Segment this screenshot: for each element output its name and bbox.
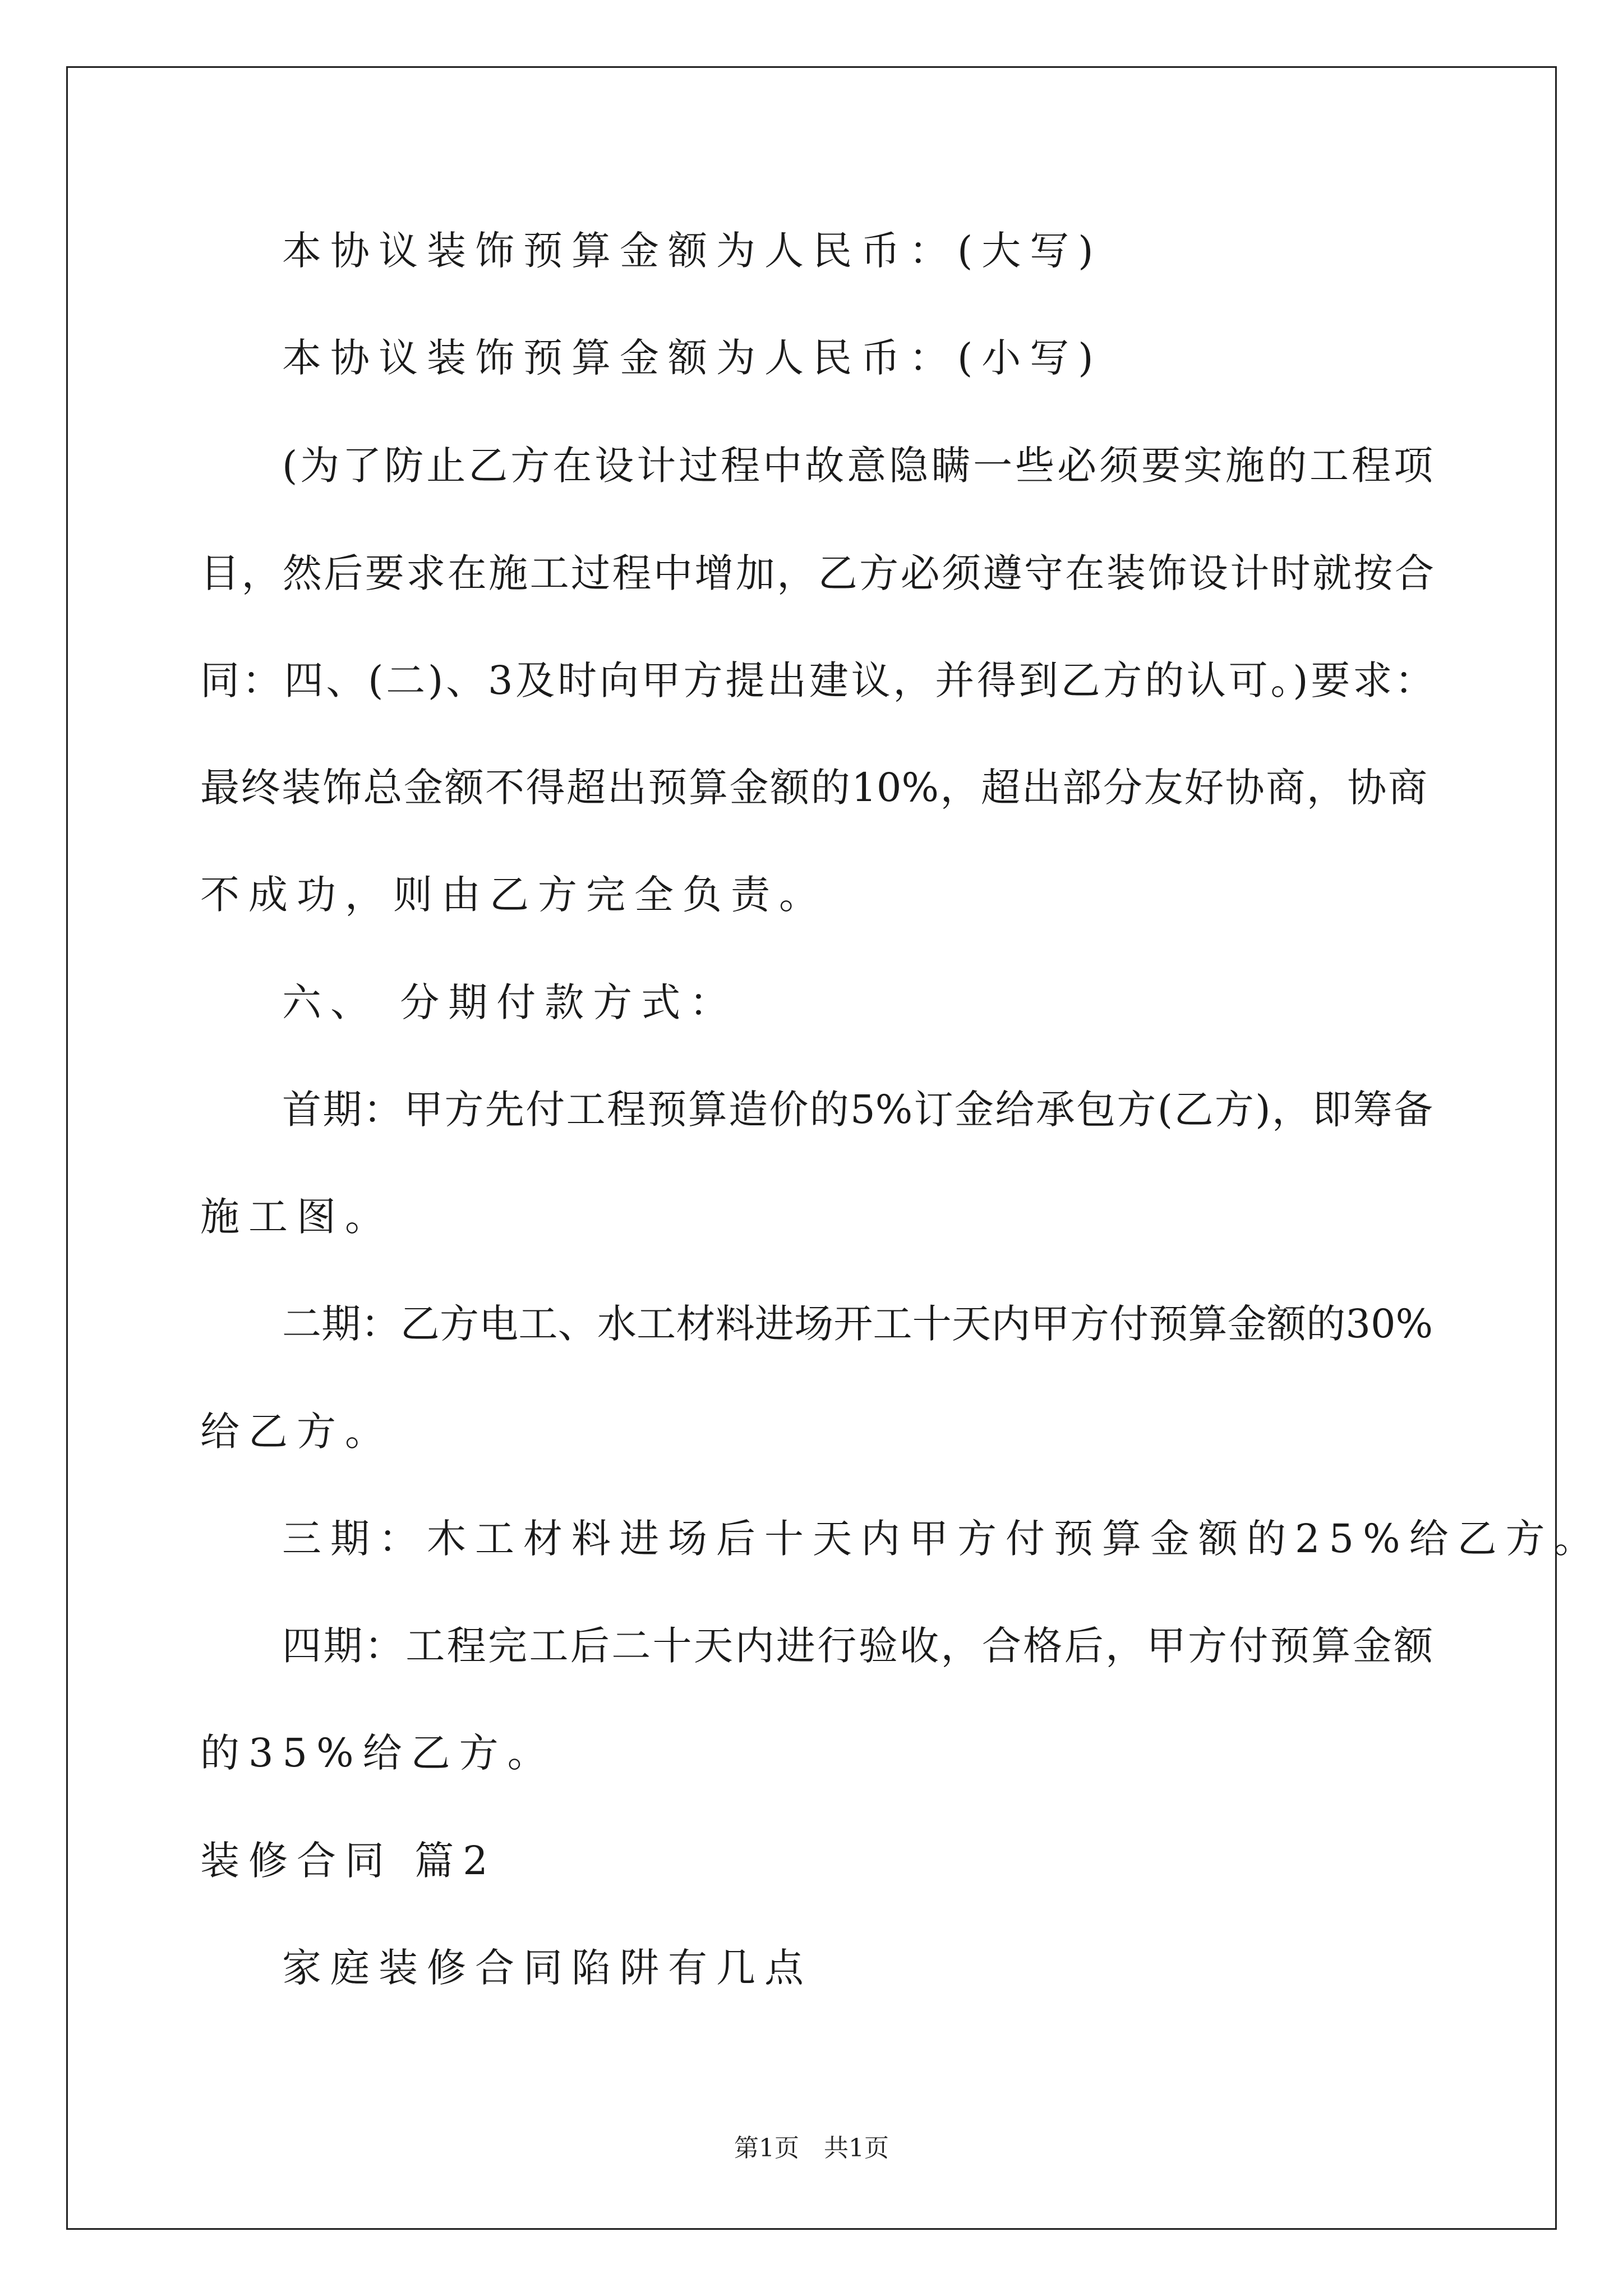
payment-second-phase-line: 二期：乙方电工、水工材料进场开工十天内甲方付预算金额的30% bbox=[282, 1301, 1433, 1347]
payment-first-phase-line: 首期：甲方先付工程预算造价的5%订金给承包方(乙方)，即筹备 bbox=[282, 1087, 1433, 1133]
article-heading: 装修合同 篇2 bbox=[200, 1838, 497, 1884]
page-number: 第1页 共1页 bbox=[734, 2134, 889, 2162]
section-six-heading: 六、 分期付款方式： bbox=[282, 979, 738, 1025]
paragraph-line: 不成功，则由乙方完全负责。 bbox=[200, 872, 827, 918]
paragraph-line: 同：四、(二)、3及时向甲方提出建议，并得到乙方的认可。)要求： bbox=[200, 657, 1434, 703]
budget-amount-uppercase-line: 本协议装饰预算金额为人民币：(大写) bbox=[282, 228, 1103, 274]
budget-amount-lowercase-line: 本协议装饰预算金额为人民币：(小写) bbox=[282, 335, 1103, 381]
paragraph-line: 家庭装修合同陷阱有几点 bbox=[282, 1945, 813, 1991]
paragraph-line: 施工图。 bbox=[200, 1194, 393, 1240]
paragraph-line: 目，然后要求在施工过程中增加，乙方必须遵守在装饰设计时就按合 bbox=[200, 550, 1434, 596]
payment-third-phase-line: 三期：木工材料进场后十天内甲方付预算金额的25%给乙方。 bbox=[282, 1516, 1602, 1562]
page-border bbox=[66, 66, 1602, 2230]
paragraph-line: 最终装饰总金额不得超出预算金额的10%，超出部分友好协商，协商 bbox=[200, 765, 1427, 811]
paragraph-line: 的35%给乙方。 bbox=[200, 1730, 556, 1776]
paragraph-line: 给乙方。 bbox=[200, 1409, 393, 1455]
paragraph-line: (为了防止乙方在设计过程中故意隐瞒一些必须要实施的工程项 bbox=[282, 443, 1433, 489]
payment-fourth-phase-line: 四期：工程完工后二十天内进行验收，合格后，甲方付预算金额 bbox=[282, 1623, 1433, 1669]
